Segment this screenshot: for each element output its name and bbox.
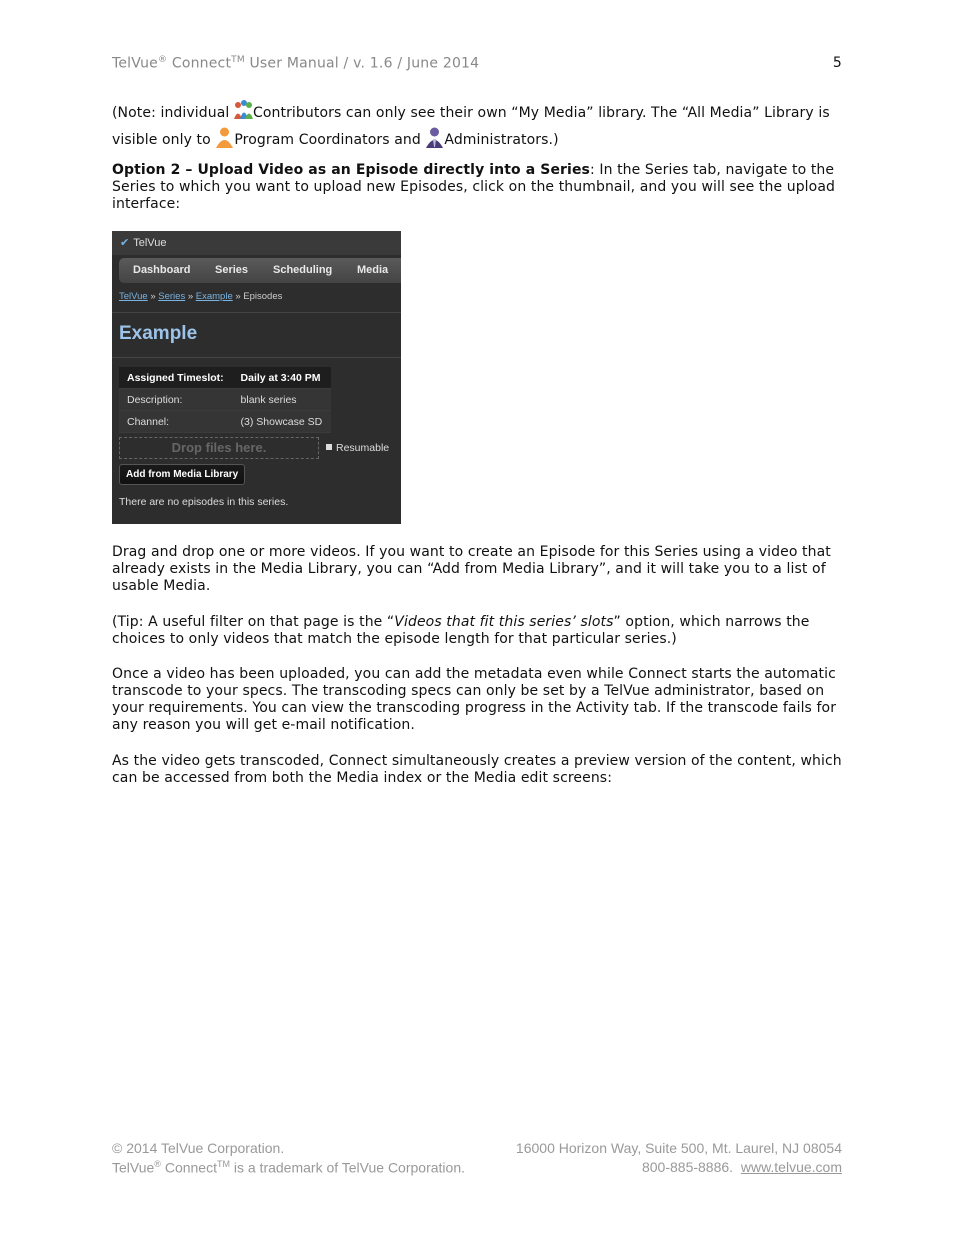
contributors-icon bbox=[234, 99, 253, 121]
footer-address: 16000 Horizon Way, Suite 500, Mt. Laurel, NJ 08054 bbox=[515, 1140, 842, 1156]
table-row: Description: blank series bbox=[119, 389, 331, 411]
main-nav bbox=[119, 258, 401, 283]
administrator-icon bbox=[425, 126, 444, 148]
app-topbar: ✔ TelVue bbox=[112, 231, 401, 255]
drop-zone[interactable]: Drop files here. bbox=[119, 437, 319, 459]
table-row: Channel: (3) Showcase SD bbox=[119, 411, 331, 433]
note-paragraph: (Note: individual Contributors can only see their own “My Media” library. The “All Media” Library is visible only to Program Coordinators and Administrators.) bbox=[112, 99, 844, 153]
breadcrumb-example[interactable]: Example bbox=[195, 291, 233, 302]
series-upload-screenshot bbox=[112, 231, 401, 524]
telvue-logo-icon: ✔ bbox=[120, 237, 130, 249]
table-row: Assigned Timeslot: Daily at 3:40 PM bbox=[119, 367, 331, 389]
series-title: Example bbox=[119, 323, 198, 344]
footer-contact: 800-885-8886. www.telvue.com bbox=[641, 1159, 842, 1175]
breadcrumb-episodes: Episodes bbox=[243, 291, 283, 302]
transcode-paragraph: Once a video has been uploaded, you can add the metadata even while Connect starts the automatic transcode to your specs. The transcoding specs can only be set by a TelVue administrator, based on your requirements. You can view the transcoding progress in the Activity tab. If the transcode fails for any reason you will get e-mail notification. bbox=[112, 666, 837, 733]
resumable-checkbox[interactable]: Resumable bbox=[326, 442, 389, 454]
program-coordinator-icon bbox=[215, 126, 234, 148]
footer-trademark: TelVue® Connect™ is a trademark of TelVue Corporation. bbox=[112, 1159, 465, 1176]
page-header: TelVue® Connect™ User Manual / v. 1.6 / June 2014 5 bbox=[112, 55, 842, 72]
tip-paragraph: (Tip: A useful filter on that page is the “Videos that fit this series’ slots” option, which narrows the choices to only videos that match the episode length for that particular series.) bbox=[112, 614, 810, 647]
breadcrumb-series[interactable]: Series bbox=[158, 291, 186, 302]
checkbox-icon bbox=[326, 444, 332, 450]
website-link[interactable]: www.telvue.com bbox=[740, 1159, 842, 1175]
breadcrumb: TelVue » Series » Example » Episodes bbox=[119, 291, 283, 302]
preview-paragraph: As the video gets transcoded, Connect simultaneously creates a preview version of the content, which can be accessed from both the Media index or the Media edit screens: bbox=[112, 753, 842, 786]
series-info-table bbox=[119, 367, 331, 433]
tab-dashboard[interactable]: Dashboard bbox=[133, 264, 191, 276]
tab-media[interactable]: Media bbox=[357, 264, 389, 276]
no-episodes-message: There are no episodes in this series. bbox=[119, 496, 289, 508]
tab-scheduling[interactable]: Scheduling bbox=[273, 264, 333, 276]
tab-series[interactable]: Series bbox=[215, 264, 249, 276]
page-number: 5 bbox=[832, 55, 842, 71]
add-from-media-library-button[interactable]: Add from Media Library bbox=[119, 464, 245, 485]
footer-copyright: © 2014 TelVue Corporation. bbox=[112, 1140, 285, 1156]
option-2-paragraph: Option 2 – Upload Video as an Episode directly into a Series: In the Series tab, navigate to the Series to which you want to upload new Episodes, click on the thumbnail, and you will see the upload interface: bbox=[112, 162, 836, 212]
breadcrumb-telvue[interactable]: TelVue bbox=[119, 291, 148, 302]
drag-drop-paragraph: Drag and drop one or more videos. If you want to create an Episode for this Series using a video that already exists in the Media Library, you can “Add from Media Library”, and it will take you to a list of usable Media. bbox=[112, 544, 831, 594]
